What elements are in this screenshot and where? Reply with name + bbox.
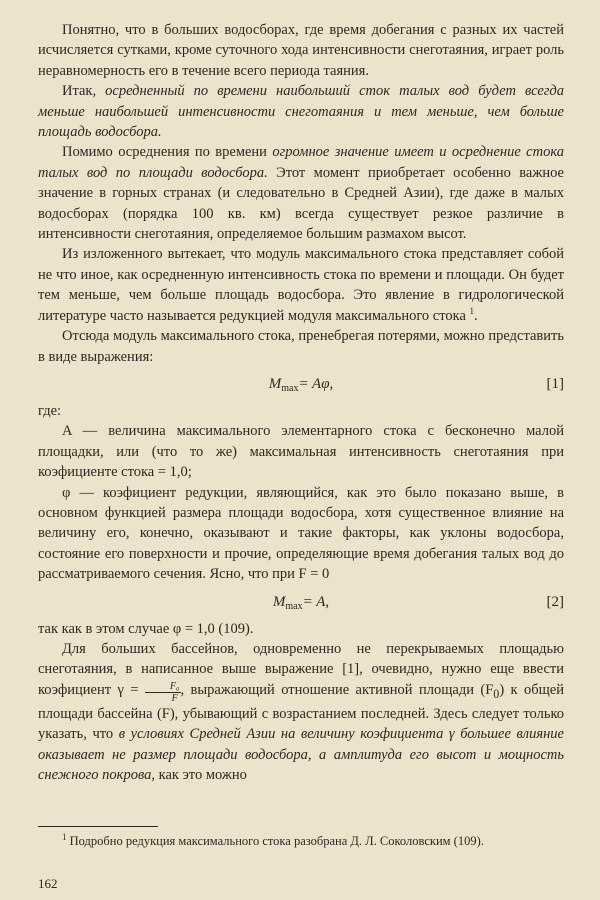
gamma-fraction <box>145 681 181 704</box>
paragraph-2-lead: Итак, <box>62 83 106 100</box>
paragraph-5: Отсюда модуль максимального стока, пренебрегая потерями, можно представить в виде выражения: <box>38 328 564 365</box>
paragraph-3 <box>38 142 564 244</box>
footnote-divider <box>38 826 158 827</box>
paragraph-3-lead: Помимо осреднения по времени <box>62 144 273 161</box>
formula-1-number: [1] <box>546 375 564 392</box>
paragraph-1: Понятно, что в больших водосборах, где время добегания с разных их частей исчисляется сутками, кроме суточного хода интенсивности снеготаяния, играет роль неравномерность его в течение всего периода таяния. <box>38 22 564 79</box>
where-label: где: <box>38 402 62 419</box>
paragraph-6-part-b: , выражающий отношение активной площади (F <box>180 681 494 698</box>
paragraph-6-tail: как это можно <box>155 767 247 784</box>
formula-2-rest: = A, <box>302 593 330 610</box>
footnote <box>38 833 564 850</box>
formula-1 <box>38 367 564 401</box>
formula-1-subscript: max <box>281 382 299 394</box>
definition-a: A — величина максимального элементарного стока с бесконечно малой площадки, или (что то же) максимальная интенсивность снеготаяния при коэфициенте стока = 1,0; <box>38 423 564 481</box>
paragraph-2 <box>38 81 564 142</box>
page-number: 162 <box>38 876 58 891</box>
paragraph-3-rest: Этот момент приобретает особенно важное значение в горных странах (и следовательно в Средней Азии), где даже в малых водосборах (порядка 100 кв. км) всегда существует резкое различие в интенсивности снеготаяния, определяемое большим размахом высот. <box>38 164 564 243</box>
formula-2-subscript: max <box>285 600 303 612</box>
paragraph-6 <box>38 639 564 786</box>
gamma-numerator: F₀ <box>145 681 181 693</box>
formula-1-m: M <box>268 375 282 392</box>
gamma-denominator: F <box>171 692 178 704</box>
paragraph-6-emphasis: в условиях Средней Азии на величину коэфициента γ большее влияние оказывает не размер площади водосбора, а амплитуда его высот и мощность снежного покрова, <box>38 726 564 784</box>
f0-subscript: 0 <box>493 686 500 701</box>
paragraph-6-lead: Для больших бассейнов, одновременно не перекрываемых площадью снеготаяния, в написанное выше выражение [1], очевидно, нужно еще ввести коэфициент γ = <box>38 640 564 698</box>
formula-2-m: M <box>272 593 286 610</box>
paragraph-3-emphasis: огромное значение имеет и осреднение стока талых вод по площади водосбора. <box>38 144 564 181</box>
definition-phi: φ — коэфициент редукции, являющийся, как это было показано выше, в основном функцией размера площади водосбора, хотя существенное влияние на величину его, конечно, оказывают и такие факторы, как уклоны водосбора, состояние его поверхности и прочие, определяющие время добегания талых вод до рассматриваемого сечения. Ясно, что при F = 0 <box>38 484 564 583</box>
paragraph-4-text: Из изложенного вытекает, что модуль максимального стока представляет собой не что иное, как осредненную интенсивность стока по времени и площади. Он будет тем меньше, чем больше площадь водосбора. Это явление в гидрологической литературе часто называется редукцией модуля максимального стока <box>38 246 564 324</box>
paragraph-6-part-c: ) к общей площади бассейна (F), убывающий с возрастанием последней. Здесь следует только указать, что <box>38 681 564 743</box>
footnote-reference: 1 <box>469 305 475 316</box>
footnote-mark: 1 <box>62 831 67 842</box>
after-formula-2: так как в этом случае φ = 1,0 (109). <box>38 620 254 637</box>
paragraph-2-emphasis: осредненный по времени наибольший сток талых вод будет всегда меньше наибольшей интенсивности снеготаяния и тем меньше, чем больше площадь водосбора. <box>38 83 564 141</box>
formula-1-rest: = Aφ, <box>298 375 334 392</box>
formula-2 <box>38 585 564 619</box>
footnote-text: Подробно редукция максимального стока разобрана Д. Л. Соколовским (109). <box>66 833 484 848</box>
paragraph-4-end: . <box>474 307 478 324</box>
paragraph-4 <box>38 244 564 326</box>
formula-2-number: [2] <box>546 593 564 610</box>
